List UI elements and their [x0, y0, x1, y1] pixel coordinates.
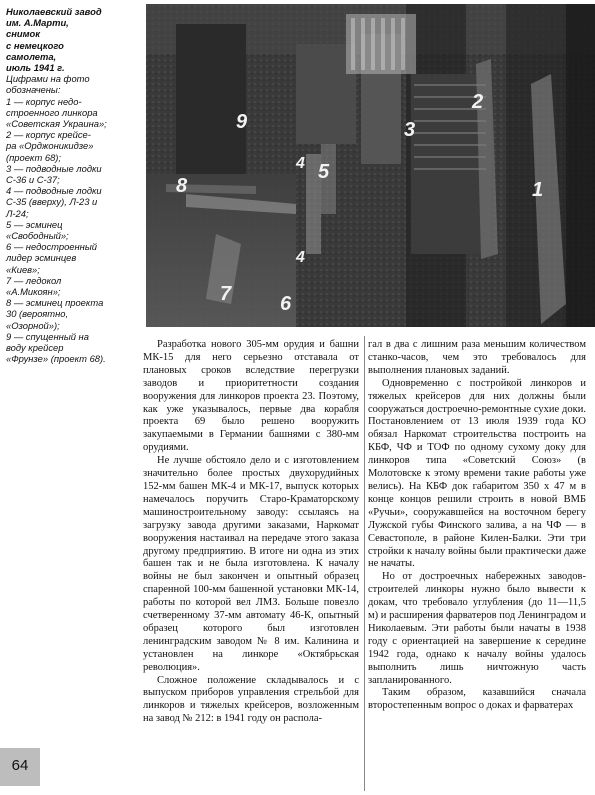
legend-line: 30 (вероятно,: [6, 308, 69, 320]
legend-line: лидер эсминцев: [6, 252, 77, 264]
legend-line: «А.Микоян»;: [6, 286, 61, 298]
caption-header-line: Николаевский завод: [6, 6, 102, 17]
photo-marker-9: 9: [236, 111, 248, 133]
legend-line: 6 — недостроенный: [6, 241, 97, 253]
photo-marker-5: 5: [318, 161, 330, 183]
paragraph: Одновременно с постройкой линкоров и тяжелых крейсеров для них должны были сооружаться достроечно-ремонтные сухие доки. Постановлением от 13 июля 1939 года КО обязал Наркомат строительства построить на КБФ, ЧФ и ТОФ по одному сухому доку для линкоров типа «Советский Союз» (в Молотовске к этому времени такие работы уже велись). На КБФ док габаритом 350 х 47 м в конце концов решили строить в новой ВМБ «Ручьи», сооружавшейся на восточном берегу Лужской губы Финского залива, а на ЧФ — в Севастополе, в районе Килен-Балки. Эти три стройки к началу войны были практически даже не начаты.: [368, 377, 586, 570]
paragraph-continued: гал в два с лишним раза меньшим количеством станко-часов, чем это требовалось для выполнения плановых заданий.: [368, 339, 586, 376]
photo-caption: [6, 6, 142, 365]
photo-marker-4-top: 4: [296, 155, 305, 172]
caption-legend: [6, 73, 142, 364]
legend-line: 9 — спущенный на: [6, 330, 89, 342]
aerial-photo-image: [146, 4, 595, 327]
photo-marker-3: 3: [404, 119, 416, 141]
legend-line: «Советская Украина»;: [6, 118, 107, 130]
legend-line: ра «Орджоникидзе»: [6, 140, 94, 152]
caption-header-line: снимок: [6, 28, 41, 40]
paragraph: Разработка нового 305-мм орудия и башни МК-15 для него серьезно отставала от плановых сроков вследствие перегрузки заводов и приоритетности создания вооружения для линкоров проекта 23. Поэтому, как уже указывалось, первые два корабля проекта 69 было решено вооружить закупаемыми в Германии башнями с 380-мм орудиями.: [143, 339, 359, 454]
caption-header: [6, 6, 142, 73]
legend-line: С-35 (вверху), Л-23 и: [6, 196, 98, 208]
legend-line: 5 — эсминец: [6, 218, 63, 230]
photo-marker-6: 6: [280, 293, 292, 315]
photo-marker-8: 8: [176, 175, 188, 197]
legend-line: «Свободный»;: [6, 230, 69, 242]
legend-line: 3 — подводные лодки: [6, 162, 102, 174]
legend-line: Л-24;: [6, 207, 29, 219]
column-divider: [364, 336, 365, 791]
legend-line: обозначены:: [6, 84, 61, 96]
paragraph: Таким образом, казавшийся сначала второстепенным вопрос о доках и фарватерах: [368, 687, 586, 712]
photo-marker-4-bottom: 4: [296, 249, 305, 266]
photo-marker-1: 1: [532, 179, 544, 201]
legend-line: 7 — ледокол: [6, 274, 62, 286]
legend-line: «Озорной»);: [6, 319, 60, 331]
page-number: 64: [11, 757, 29, 774]
caption-header-line: с немецкого: [6, 39, 64, 51]
caption-header-line: самолета,: [6, 50, 57, 62]
aerial-photo: [146, 4, 595, 327]
legend-line: строенного линкора: [6, 106, 98, 118]
paragraph: Не лучше обстояло дело и с изготовлением значительно более простых двухорудийных 152-мм башен МК-4 и МК-17, выпуск которых намечалось поручить Старо-Краматорскому машиностроительному заводу: ссылаясь на загрузку завода другими заказами, Наркомат вооружения настаивал на передаче этого заказа другому предприятию. В итоге ни одна из этих башен так и не была изготовлена. К началу войны не был закончен и опытный образец спаренной 100-мм башенной установки МК-14, работы по которой вел ЛМЗ. Больше повезло счетверенному 37-мм автомату 46-К, опытный образец которого был изготовлен ленинградским заводом № 8 им. Калинина и установлен на линкоре «Октябрьская революция».: [143, 455, 359, 673]
text-column-left: [143, 339, 359, 726]
legend-line: С-36 и С-37;: [6, 174, 60, 186]
text-column-right: [368, 339, 586, 713]
caption-header-line: им. А.Марти,: [6, 17, 69, 29]
photo-marker-7: 7: [220, 283, 232, 305]
legend-line: Цифрами на фото: [6, 73, 90, 85]
photo-marker-2: 2: [472, 91, 484, 113]
paragraph: Сложное положение складывалось и с выпуском приборов управления стрельбой для линкоров и тяжелых крейсеров, возложенным на завод № 212: в 1941 году он распола-: [143, 674, 359, 725]
legend-line: «Фрунзе» (проект 68).: [6, 353, 106, 365]
legend-line: воду крейсер: [6, 342, 64, 354]
caption-header-line: июль 1941 г.: [6, 62, 65, 74]
legend-line: 2 — корпус крейсе-: [6, 129, 91, 141]
legend-line: (проект 68);: [6, 151, 62, 163]
legend-line: «Киев»;: [6, 263, 40, 275]
legend-line: 4 — подводные лодки: [6, 185, 102, 197]
paragraph: Но от достроечных набережных заводов-строителей линкоры нужно было вывести к докам, что требовало углубления (до 11—11,5 м) и расширения фарватеров под Ленинградом и Николаевым. Эти работы были начаты в 1938 году с ориентацией на завершение к середине 1942 года, однако к началу войны удалось выполнить лишь ничтожную часть запланированного.: [368, 571, 586, 686]
legend-line: 8 — эсминец проекта: [6, 297, 104, 309]
legend-line: 1 — корпус недо-: [6, 95, 82, 107]
